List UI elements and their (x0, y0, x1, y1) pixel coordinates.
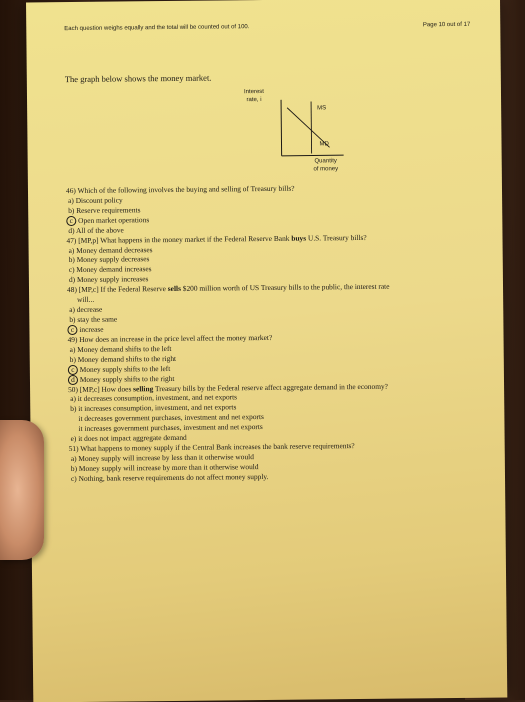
question-47: 47) [MP,p] What happens in the money market if the Federal Reserve Bank buys U.S. Treasury bills? (66, 232, 367, 245)
question-48: 48) [MP,c] If the Federal Reserve sells $200 million worth of US Treasury bills to the public, the interest rate (66, 281, 390, 295)
q50-option-e: e) it does not impact aggregate demand (70, 432, 187, 444)
q46-option-b: b) Reserve requirements (68, 205, 141, 215)
money-market-graph (215, 87, 366, 199)
q47-option-a: a) Money demand decreases (68, 244, 153, 255)
q46-option-a: a) Discount policy (68, 195, 123, 205)
q48-circled-answer: c (67, 325, 77, 335)
page-header (64, 22, 470, 32)
question-48-continued: will... (77, 294, 95, 305)
y-axis (281, 100, 282, 156)
q51-option-a: a) Money supply will increase by less than it otherwise would (70, 451, 254, 463)
y-axis-label: Interest rate, i (243, 88, 264, 104)
q51-option-c: c) Nothing, bank reserve requirements do not affect money supply. (70, 471, 269, 483)
q46-circled-answer: c (66, 216, 76, 226)
q48-option-a: a) decrease (69, 304, 103, 315)
q47-option-c: c) Money demand increases (68, 264, 152, 275)
question-46: 46) Which of the following involves the buying and selling of Treasury bills? (65, 183, 295, 196)
q49-option-d: d Money supply shifts to the right (68, 370, 498, 385)
q50-option-a: a) it decreases consumption, investment, and net exports (70, 392, 238, 404)
q47-option-d: d) Money supply increases (68, 274, 149, 285)
graph-intro: The graph below shows the money market. (64, 72, 212, 85)
q47-option-b: b) Money supply decreases (68, 254, 150, 265)
question-51: 51) What happens to money supply if the Central Bank increases the bank reserve requirements? (68, 441, 355, 453)
q50-option-c: it decreases government purchases, investment and net exports (78, 412, 264, 424)
q48-option-c: c increase (67, 320, 497, 335)
q48-option-b: b) stay the same (69, 314, 118, 324)
q50-option-b: b) it increases consumption, investment, and net exports (70, 402, 237, 414)
q49-circled-d: d (68, 374, 78, 384)
x-axis-label: Quantity of money (313, 158, 339, 173)
question-list (66, 182, 499, 484)
q49-option-a: a) Money demand shifts to the left (69, 343, 172, 354)
q46-option-d: d) All of the above (68, 225, 124, 235)
q49-option-c: c Money supply shifts to the left (68, 360, 498, 375)
thumb (0, 420, 44, 560)
q49-option-b: b) Money demand shifts to the right (69, 353, 177, 364)
question-50: 50) [MP,c] How does selling Treasury bills by the Federal reserve affect aggregate demand in the economy? (68, 381, 388, 394)
header-instructions: Each question weighs equally and the total will be counted out of 100. (64, 24, 250, 33)
ms-label: MS (317, 105, 327, 112)
page-number: Page 10 out of 17 (422, 21, 471, 29)
exam-page (26, 0, 507, 702)
question-49: 49) How does an increase in the price level affect the money market? (67, 332, 273, 344)
q46-option-c: c Open market operations (66, 211, 496, 226)
q50-option-d: it increases government purchases, investment and net exports (78, 422, 263, 434)
q51-option-b: b) Money supply will increase by more than it otherwise would (70, 461, 259, 473)
money-supply-curve (311, 102, 312, 154)
x-axis (282, 155, 344, 156)
md-label: MD (319, 141, 329, 148)
q49-circled-c: c (68, 364, 78, 374)
